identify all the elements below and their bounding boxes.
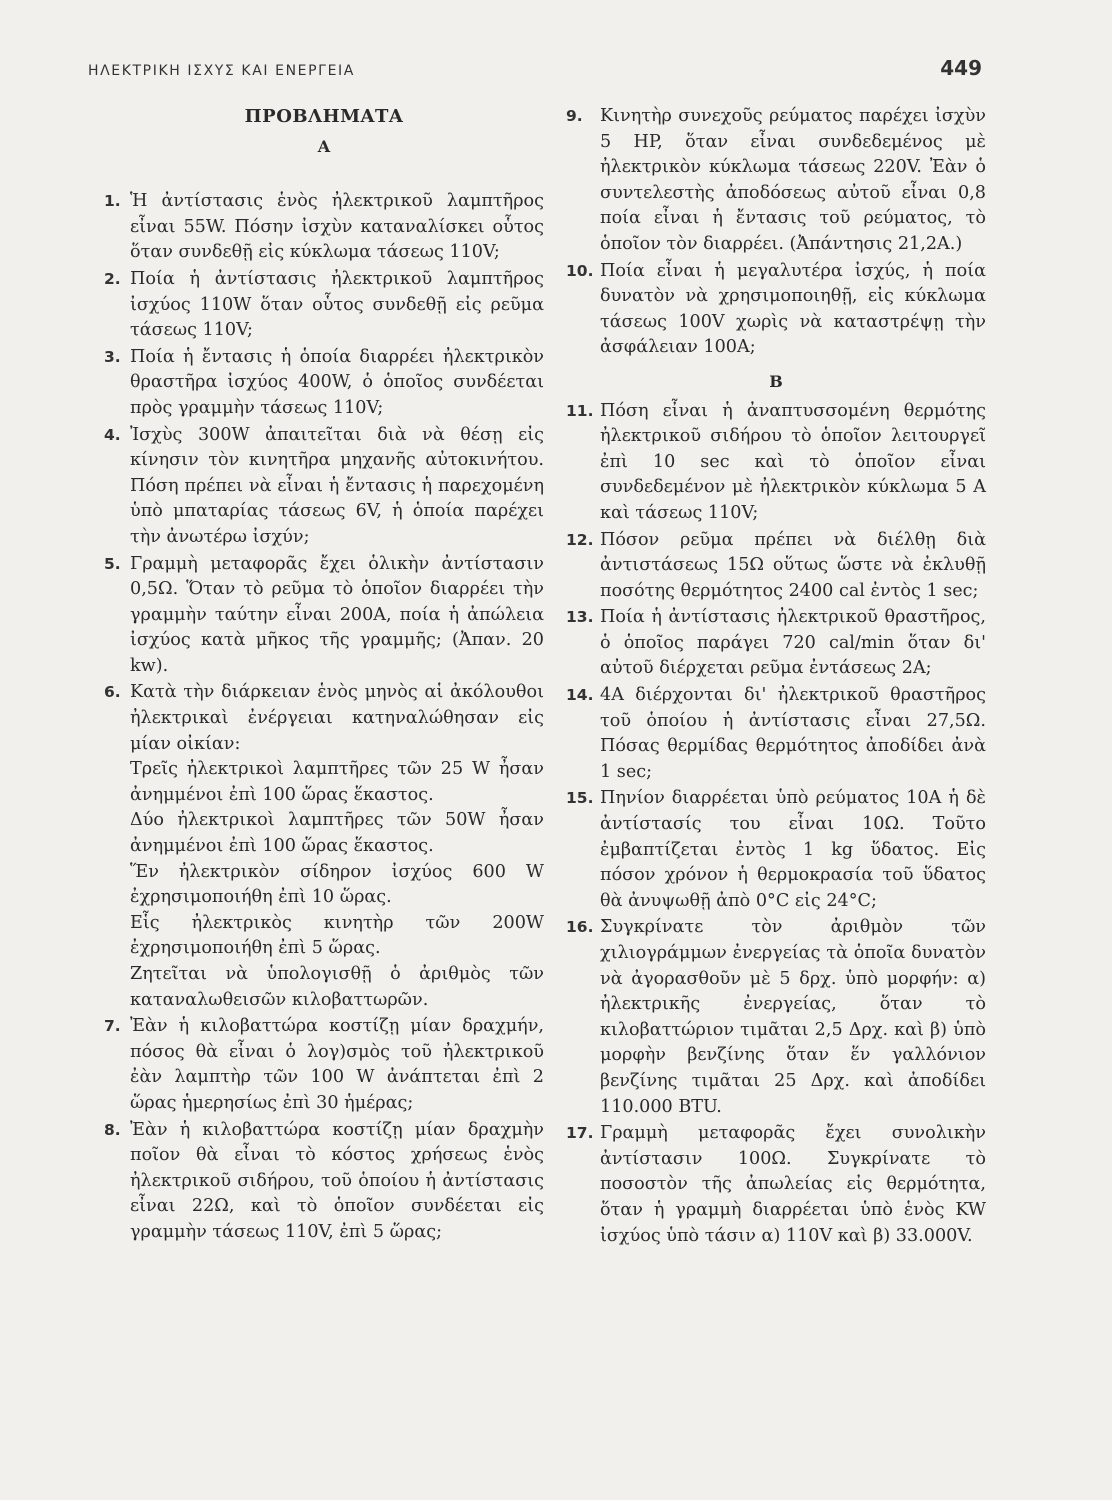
problem-17 xyxy=(566,1121,986,1249)
problem-number: 9. xyxy=(566,107,583,125)
problem-text: 4A διέρχονται δι' ἠλεκτρικοῦ θραστῆρος τοῦ ὁποίου ἡ ἀντίστασις εἶναι 27,5Ω. Πόσας θερμίδας θερμότητος ἀποδίδει ἀνὰ 1 sec; xyxy=(600,685,986,782)
problem-14 xyxy=(566,683,986,785)
left-column xyxy=(104,104,544,1247)
problem-6 xyxy=(104,680,544,1013)
page-number: 449 xyxy=(940,56,982,80)
problem-text: Ἰσχὺς 300W ἀπαιτεῖται διὰ νὰ θέσῃ εἰς κίνησιν τὸν κινητῆρα μηχανῆς αὐτοκινήτου. Πόση πρέπει νὰ εἶναι ἡ ἔντασις ἡ παρεχομένη ὑπὸ μπαταρίας τάσεως 6V, ἡ ὁποία παρέχει τὴν ἀνωτέρω ἰσχύν; xyxy=(130,424,544,547)
problem-11 xyxy=(566,399,986,527)
problem-number: 5. xyxy=(104,554,121,573)
problem-text: Πόσον ρεῦμα πρέπει νὰ διέλθῃ διὰ ἀντιστάσεως 15Ω οὕτως ὥστε νὰ ἐκλυθῇ ποσότης θερμότητος 2400 cal ἐντὸς 1 sec; xyxy=(600,529,986,601)
problem-number: 1. xyxy=(104,192,121,211)
problem-text: Ποία ἡ ἀντίστασις ἠλεκτρικοῦ θραστῆρος, ὁ ὁποῖος παράγει 720 cal/min ὅταν δι' αὐτοῦ διέρχεται ρεῦμα ἐντάσεως 2A; xyxy=(600,607,986,679)
problem-number: 2. xyxy=(104,269,121,288)
problem-text: Ἐὰν ἡ κιλοβαττώρα κοστίζῃ μίαν δραχμήν, πόσος θὰ εἶναι ὁ λογ)σμὸς τοῦ ἠλεκτρικοῦ ἐὰν λαμπτὴρ τῶν 100 W ἀνάπτεται ἐπὶ 2 ὥρας ἡμερησίως ἐπὶ 30 ἡμέρας; xyxy=(130,1016,544,1113)
right-column xyxy=(566,104,986,1250)
problem-8 xyxy=(104,1118,544,1246)
problem-text: Πηνίον διαρρέεται ὑπὸ ρεύματος 10A ἡ δὲ ἀντίστασίς του εἶναι 10Ω. Τοῦτο ἐμβαπτίζεται ἐντὸς 1 kg ὕδατος. Εἰς πόσον χρόνον ἡ θερμοκρασία τοῦ ὕδατος θὰ ἀνυψωθῇ ἀπὸ 0°C εἰς 24°C; xyxy=(600,788,986,911)
problem-number: 6. xyxy=(104,683,121,702)
problem-1 xyxy=(104,189,544,266)
problem-12 xyxy=(566,528,986,605)
problem-3 xyxy=(104,345,544,422)
problem-text: Κινητὴρ συνεχοῦς ρεύματος παρέχει ἰσχὺν 5 HP, ὅταν εἶναι συνδεδεμένος μὲ ἠλεκτρικὸν κύκλωμα τάσεως 220V. Ἐὰν ὁ συντελεστὴς ἀποδόσεως αὐτοῦ εἶναι 0,8 ποία εἶναι ἡ ἔντασις τοῦ ρεύματος, τὸ ὁποῖον τὸν διαρρέει. (Ἀπάντησις 21,2A.) xyxy=(600,106,986,254)
problem-number: 14. xyxy=(566,686,594,705)
problem-number: 15. xyxy=(566,789,594,808)
section-heading: ΠΡΟΒΛΗΜΑΤΑ xyxy=(244,106,404,127)
problem-text: Γραμμὴ μεταφορᾶς ἔχει συνολικὴν ἀντίστασιν 100Ω. Συγκρίνατε τὸ ποσοστὸν τῆς ἀπωλείας εἰς θερμότητα, ὅταν ἡ γραμμὴ διαρρέεται ὑπὸ ἑνὸς KW ἰσχύος ὑπὸ τάσιν α) 110V καὶ β) 33.000V. xyxy=(600,1123,986,1246)
problem-text: Ποία ἡ ἀντίστασις ἠλεκτρικοῦ λαμπτῆρος ἰσχύος 110W ὅταν οὗτος συνδεθῇ εἰς ρεῦμα τάσεως 110V; xyxy=(130,268,544,341)
problem-number: 11. xyxy=(566,401,594,420)
problem-number: 12. xyxy=(566,530,594,549)
problem-text: Γραμμὴ μεταφορᾶς ἔχει ὁλικὴν ἀντίστασιν 0,5Ω. Ὅταν τὸ ρεῦμα τὸ ὁποῖον διαρρέει τὴν γραμμὴν ταύτην εἶναι 200A, ποία ἡ ἀπώλεια ἰσχύος κατὰ μῆκος τῆς γραμμῆς; (Ἀπαν. 20 kw). xyxy=(130,553,544,676)
problem-2 xyxy=(104,267,544,344)
problem-text: Κατὰ τὴν διάρκειαν ἑνὸς μηνὸς αἱ ἀκόλουθοι ἠλεκτρικαὶ ἐνέργειαι κατηναλώθησαν εἰς μίαν οἰκίαν: Τρεῖς ἠλεκτρικοὶ λαμπτῆρες τῶν 25 W ἦσαν ἀνημμένοι ἐπὶ 100 ὥρας ἕκαστος. Δύο ἠλεκτρικοὶ λαμπτῆρες τῶν 50W ἦσαν ἀνημμένοι ἐπὶ 100 ὥρας ἕκαστος. Ἕν ἠλεκτρικὸν σίδηρον ἰσχύος 600 W ἐχρησιμοποιήθη ἐπὶ 10 ὥρας. Εἷς ἠλεκτρικὸς κινητὴρ τῶν 200W ἐχρησιμοποιήθη ἐπὶ 5 ὥρας. Ζητεῖται νὰ ὑπολογισθῇ ὁ ἀριθμὸς τῶν καταναλωθεισῶν κιλοβαττωρῶν. xyxy=(130,682,544,1010)
section-label-a: Α xyxy=(317,136,331,156)
problem-text: Ποία εἶναι ἡ μεγαλυτέρα ἰσχύς, ἡ ποία δυνατὸν νὰ χρησιμοποιηθῇ, εἰς κύκλωμα τάσεως 100V χωρὶς νὰ καταστρέψῃ τὴν ἀσφάλειαν 100A; xyxy=(600,260,986,358)
problem-number: 8. xyxy=(104,1120,121,1139)
problem-16 xyxy=(566,915,986,1120)
problem-15 xyxy=(566,786,986,914)
problem-text: Ποία ἡ ἔντασις ἡ ὁποία διαρρέει ἠλεκτρικὸν θραστῆρα ἰσχύος 400W, ὁ ὁποῖος συνδέεται πρὸς γραμμὴν τάσεως 110V; xyxy=(130,346,544,418)
section-label-b: Β xyxy=(769,371,783,391)
problem-number: 17. xyxy=(566,1124,594,1143)
problem-10 xyxy=(566,259,986,361)
problem-number: 4. xyxy=(104,425,121,444)
problem-number: 10. xyxy=(566,261,594,280)
problem-9 xyxy=(566,104,986,258)
problem-text: Ἡ ἀντίστασις ἑνὸς ἠλεκτρικοῦ λαμπτῆρος εἶναι 55W. Πόσην ἰσχὺν καταναλίσκει οὗτος ὅταν συνδεθῇ εἰς κύκλωμα τάσεως 110V; xyxy=(130,191,544,263)
problem-number: 3. xyxy=(104,347,121,366)
problem-text: Ἐὰν ἡ κιλοβαττώρα κοστίζῃ μίαν δραχμὴν ποῖον θὰ εἶναι τὸ κόστος χρήσεως ἑνὸς ἠλεκτρικοῦ σιδήρου, τοῦ ὁποίου ἡ ἀντίστασις εἶναι 22Ω, καὶ τὸ ὁποῖον συνδέεται εἰς γραμμὴν τάσεως 110V, ἐπὶ 5 ὥρας; xyxy=(130,1119,544,1242)
problem-13 xyxy=(566,605,986,682)
problem-5 xyxy=(104,552,544,680)
problem-number: 7. xyxy=(104,1017,121,1036)
problem-text: Συγκρίνατε τὸν ἀριθμὸν τῶν χιλιογράμμων ἐνεργείας τὰ ὁποῖα δυνατὸν νὰ ἀγορασθοῦν μὲ 5 δρχ. ὑπὸ μορφήν: α) ἠλεκτρικῆς ἐνεργείας, ὅταν τὸ κιλοβαττώριον τιμᾶται 2,5 Δρχ. καὶ β) ὑπὸ μορφὴν βενζίνης ὅταν ἕν γαλλόνιον βενζίνης τιμᾶται 25 Δρχ. καὶ ἀποδίδει 110.000 BTU. xyxy=(600,917,986,1117)
problem-4 xyxy=(104,423,544,551)
problem-number: 16. xyxy=(566,918,594,937)
page-header xyxy=(88,56,982,80)
problem-number: 13. xyxy=(566,608,594,627)
running-title: ΗΛΕΚΤΡΙΚΗ ΙΣΧΥΣ ΚΑΙ ΕΝΕΡΓΕΙΑ xyxy=(88,63,355,79)
problem-text: Πόση εἶναι ἡ ἀναπτυσσομένη θερμότης ἠλεκτρικοῦ σιδήρου τὸ ὁποῖον λειτουργεῖ ἐπὶ 10 sec καὶ τὸ ὁποῖον εἶναι συνδεδεμένον μὲ ἠλεκτρικὸν κύκλωμα 5 A καὶ τάσεως 110V; xyxy=(600,400,986,523)
problem-7 xyxy=(104,1014,544,1116)
